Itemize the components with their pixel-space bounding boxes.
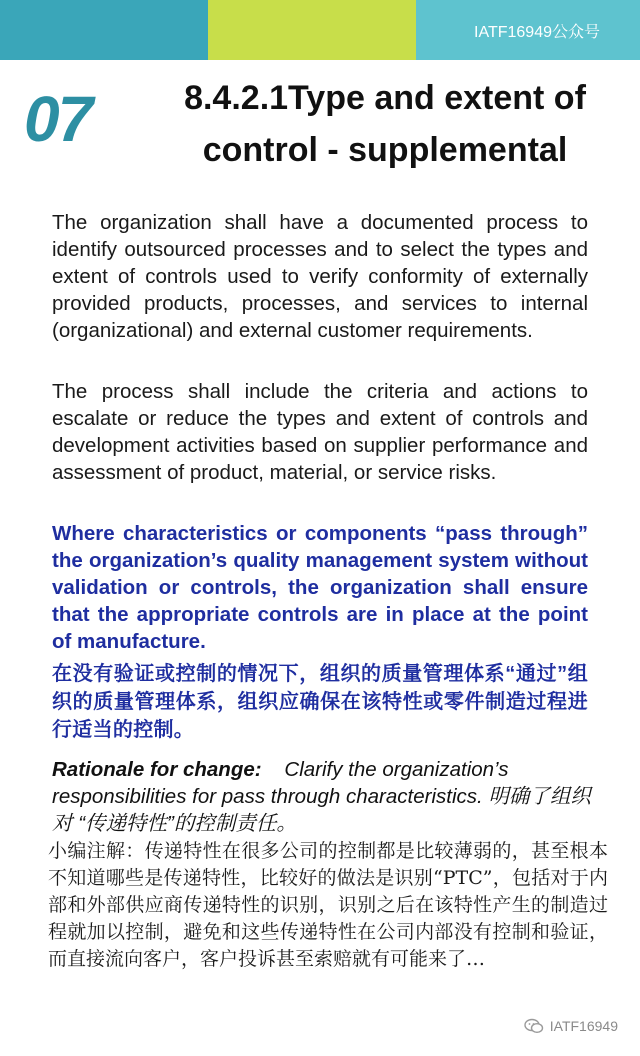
watermark bbox=[524, 1018, 618, 1034]
rationale bbox=[52, 756, 597, 837]
editor-note: 小编注解：传递特性在很多公司的控制都是比较薄弱的，甚至根本不知道哪些是传递特性，比较好的做法是识别“PTC”，包括对于内部和外部供应商传递特性的识别，识别之后在该特性产生的制造过程就加以控制，避免和这些传递特性在公司内部没有控制和验证，而直接流向客户，客户投诉甚至索赔就有可能来了… bbox=[48, 840, 608, 970]
title-line-1: 8.4.2.1Type and extent of bbox=[184, 79, 586, 117]
title-line-2: control - supplemental bbox=[202, 131, 568, 169]
paragraph-1: The organization shall have a documented process to identify outsourced processes and to select the types and extent of controls used to verify conformity of externally provided products, processes, and services to internal (organizational) and external customer requirements. bbox=[52, 211, 588, 342]
section-number: 07 bbox=[24, 83, 92, 155]
account-name: IATF16949公众号 bbox=[474, 24, 600, 41]
wechat-icon bbox=[524, 1018, 544, 1034]
header-lime-block bbox=[208, 0, 416, 60]
watermark-text: IATF16949 bbox=[549, 1018, 618, 1034]
header-bar bbox=[0, 0, 640, 60]
header-light-teal-block bbox=[416, 0, 640, 60]
paragraph-pass-through: Where characteristics or components “pass through” the organization’s quality management system without validation or controls, the organization shall ensure that the appropriate controls are in place at the point of manufacture. bbox=[52, 522, 588, 653]
paragraph-2: The process shall include the criteria and actions to escalate or reduce the types and extent of controls and development activities based on supplier performance and assessment of product, material, or service risks. bbox=[52, 380, 588, 484]
header-teal-block bbox=[0, 0, 208, 60]
rationale-label: Rationale for change: bbox=[52, 758, 262, 781]
rationale-text: Clarify the organization’s responsibilities for pass through characteristics. 明确了组织对 “传递特性”的控制责任。 bbox=[52, 758, 591, 835]
paragraph-chinese-translation: 在没有验证或控制的情况下，组织的质量管理体系“通过”组织的质量管理体系，组织应确保在该特性或零件制造过程进行适当的控制。 bbox=[52, 663, 588, 741]
section-title bbox=[140, 72, 630, 176]
